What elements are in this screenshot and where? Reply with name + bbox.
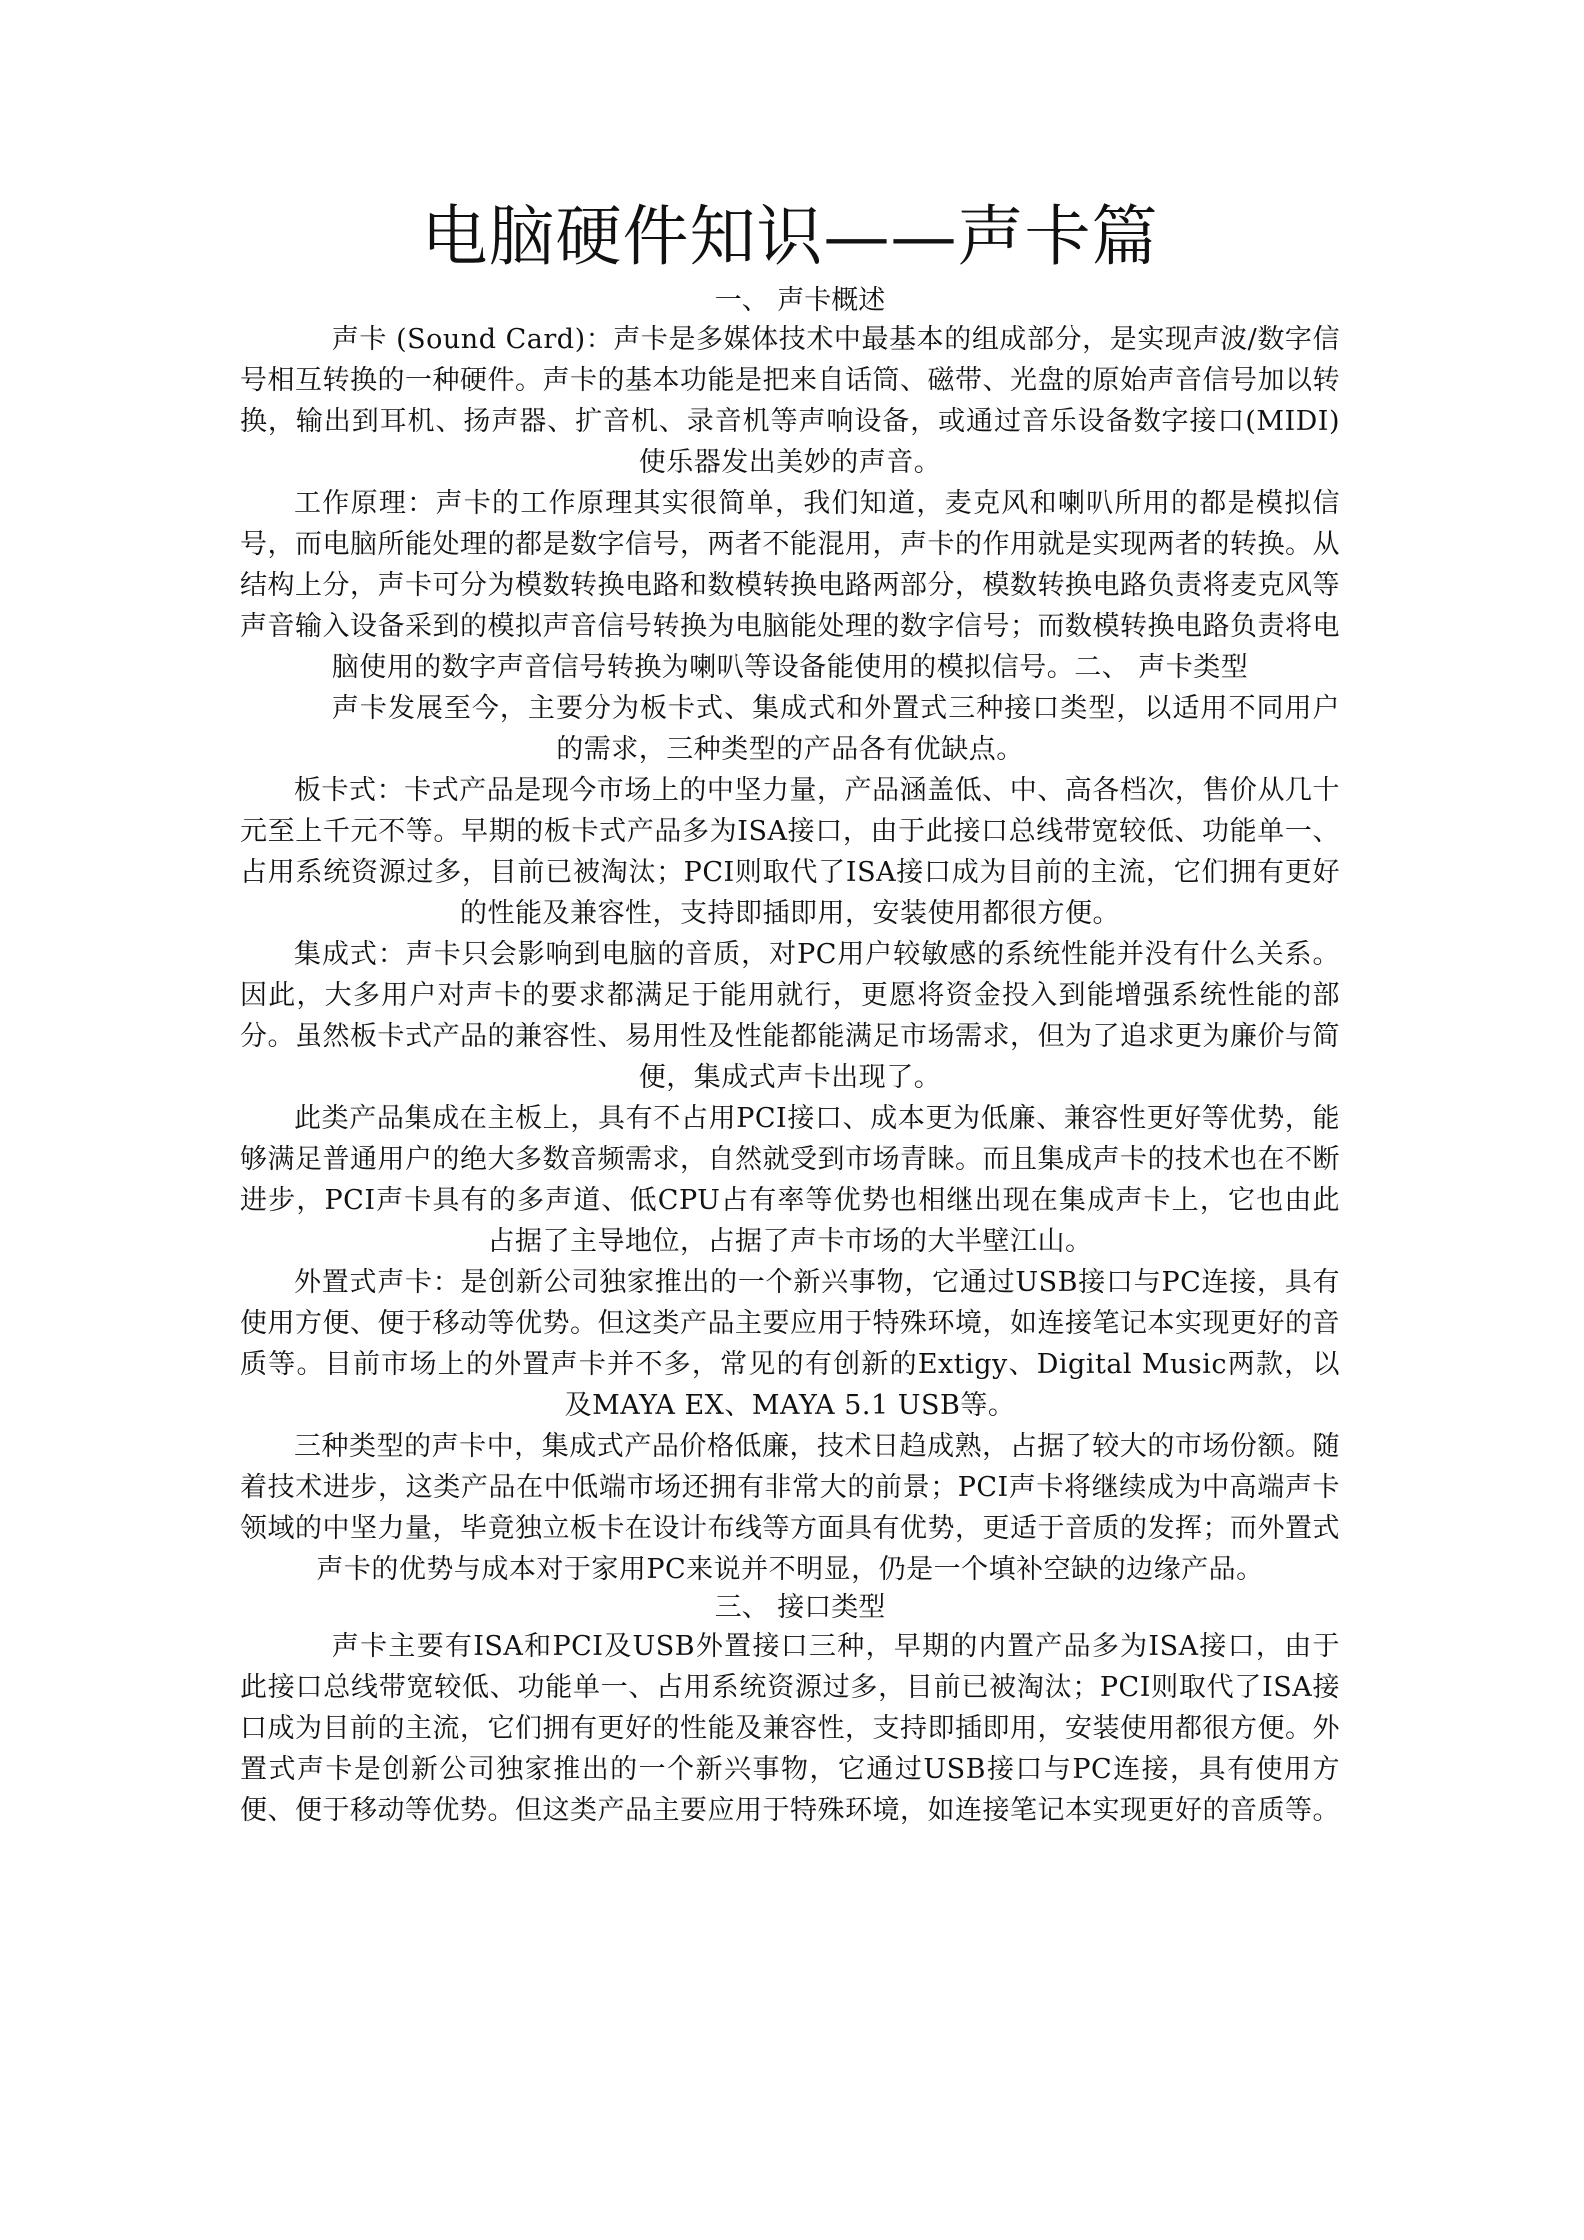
section-heading: 一、 声卡概述 bbox=[714, 285, 886, 316]
section-overview bbox=[240, 283, 1340, 688]
section-heading: 三、 接口类型 bbox=[714, 1592, 886, 1623]
paragraph: 板卡式：卡式产品是现今市场上的中坚力量，产品涵盖低、中、高各档次，售价从几十元至上千元不等。早期的板卡式产品多为ISA接口，由于此接口总线带宽较低、功能单一、占用系统资源过多，目前已被淘汰；PCI则取代了ISA接口成为目前的主流，它们拥有更好的性能及兼容性，支持即插即用，安装使用都很方便。 bbox=[240, 775, 1340, 929]
paragraph: 工作原理：声卡的工作原理其实很简单，我们知道，麦克风和喇叭所用的都是模拟信号，而电脑所能处理的都是数字信号，两者不能混用，声卡的作用就是实现两者的转换。从结构上分，声卡可分为模数转换电路和数模转换电路两部分，模数转换电路负责将麦克风等声音输入设备采到的模拟声音信号转换为电脑能处理的数字信号；而数模转换电路负责将电脑使用的数字声音信号转换为喇叭等设备能使用的模拟信号。二、 声卡类型 bbox=[240, 488, 1340, 683]
document-page bbox=[240, 195, 1340, 1831]
paragraph: 此类产品集成在主板上，具有不占用PCI接口、成本更为低廉、兼容性更好等优势，能够满足普通用户的绝大多数音频需求，自然就受到市场青睐。而且集成声卡的技术也在不断进步，PCI声卡具有的多声道、低CPU占有率等优势也相继出现在集成声卡上，它也由此占据了主导地位，占据了声卡市场的大半壁江山。 bbox=[240, 1103, 1340, 1257]
paragraph: 三种类型的声卡中，集成式产品价格低廉，技术日趋成熟，占据了较大的市场份额。随着技术进步，这类产品在中低端市场还拥有非常大的前景；PCI声卡将继续成为中高端声卡领域的中坚力量，毕竟独立板卡在设计布线等方面具有优势，更适于音质的发挥；而外置式声卡的优势与成本对于家用PC来说并不明显，仍是一个填补空缺的边缘产品。 bbox=[240, 1431, 1340, 1585]
paragraph: 外置式声卡：是创新公司独家推出的一个新兴事物，它通过USB接口与PC连接，具有使用方便、便于移动等优势。但这类产品主要应用于特殊环境，如连接笔记本实现更好的音质等。目前市场上的外置声卡并不多，常见的有创新的Extigy、Digital Music两款，以及MAYA EX、MAYA 5.1 USB等。 bbox=[240, 1267, 1340, 1421]
document-title: 电脑硬件知识——声卡篇 bbox=[421, 198, 1159, 275]
section-interface-types bbox=[240, 1590, 1340, 1831]
paragraph: 集成式：声卡只会影响到电脑的音质，对PC用户较敏感的系统性能并没有什么关系。因此，大多用户对声卡的要求都满足于能用就行，更愿将资金投入到能增强系统性能的部分。虽然板卡式产品的兼容性、易用性及性能都能满足市场需求，但为了追求更为廉价与简便，集成式声卡出现了。 bbox=[240, 939, 1340, 1093]
section-card-types bbox=[240, 688, 1340, 1590]
paragraph: 声卡主要有ISA和PCI及USB外置接口三种，早期的内置产品多为ISA接口，由于此接口总线带宽较低、功能单一、占用系统资源过多，目前已被淘汰；PCI则取代了ISA接口成为目前的主流，它们拥有更好的性能及兼容性，支持即插即用，安装使用都很方便。外置式声卡是创新公司独家推出的一个新兴事物，它通过USB接口与PC连接，具有使用方便、便于移动等优势。但这类产品主要应用于特殊环境，如连接笔记本实现更好的音质等。 bbox=[240, 1631, 1340, 1826]
paragraph: 声卡发展至今，主要分为板卡式、集成式和外置式三种接口类型，以适用不同用户的需求，三种类型的产品各有优缺点。 bbox=[331, 693, 1340, 765]
paragraph: 声卡 (Sound Card)：声卡是多媒体技术中最基本的组成部分，是实现声波/数字信号相互转换的一种硬件。声卡的基本功能是把来自话筒、磁带、光盘的原始声音信号加以转换，输出到耳机、扬声器、扩音机、录音机等声响设备，或通过音乐设备数字接口(MIDI)使乐器发出美妙的声音。 bbox=[240, 324, 1340, 478]
